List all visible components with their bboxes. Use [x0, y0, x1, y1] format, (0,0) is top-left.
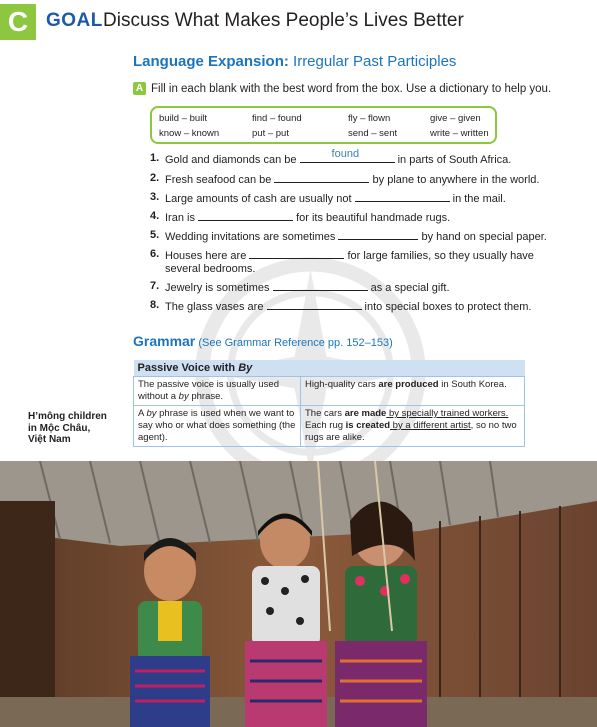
grammar-table — [133, 360, 525, 447]
answer-blank[interactable] — [267, 299, 362, 310]
example-cell: The cars are made by specially trained workers. Each rug is created by a different artist, so no two rugs are alike. — [301, 406, 525, 447]
photo-caption: H’mông children in Mộc Châu, Việt Nam — [28, 411, 107, 445]
answer-blank[interactable] — [274, 172, 369, 183]
word-box-item: build – built — [159, 113, 208, 124]
word-box — [150, 106, 497, 144]
answer-blank[interactable] — [198, 210, 293, 221]
table-row — [134, 406, 525, 447]
answer-blank[interactable] — [355, 191, 450, 202]
language-expansion-heading: Language Expansion: Irregular Past Participles — [133, 53, 457, 70]
word-box-item: send – sent — [348, 128, 398, 139]
children-photo — [0, 461, 597, 727]
table-row — [134, 377, 525, 406]
answer-blank[interactable] — [273, 280, 368, 291]
grammar-reference-link: (See Grammar Reference pp. 152–153) — [195, 337, 393, 349]
answer-blank[interactable] — [300, 148, 395, 163]
word-box-item: fly – flown — [348, 113, 391, 124]
exercise-instruction — [133, 82, 551, 95]
word-box-item: write – written — [430, 128, 489, 139]
word-box-item: give – given — [430, 113, 481, 124]
exercise-a-badge: A — [133, 82, 146, 95]
word-box-item: know – known — [159, 128, 220, 139]
word-box-item: put – put — [252, 128, 289, 139]
instruction-text: Fill in each blank with the best word from the box. Use a dictionary to help you. — [151, 82, 552, 95]
word-box-item: find – found — [252, 113, 302, 124]
answer-blank[interactable] — [338, 229, 418, 240]
example-cell: High-quality cars are produced in South Korea. — [301, 377, 525, 406]
grammar-heading: Grammar (See Grammar Reference pp. 152–153) — [133, 333, 393, 349]
filled-answer: found — [331, 148, 360, 160]
rule-cell: A by phrase is used when we want to say who or what does something (the agent). — [134, 406, 301, 447]
page-header — [0, 0, 597, 46]
goal-label: GOAL — [46, 10, 103, 31]
section-badge: C — [0, 4, 36, 40]
rule-cell: The passive voice is usually used without a by phrase. — [134, 377, 301, 406]
goal-title: Discuss What Makes People’s Lives Better — [103, 10, 464, 31]
answer-blank[interactable] — [249, 248, 344, 259]
grammar-table-title: Passive Voice with By — [134, 360, 525, 377]
